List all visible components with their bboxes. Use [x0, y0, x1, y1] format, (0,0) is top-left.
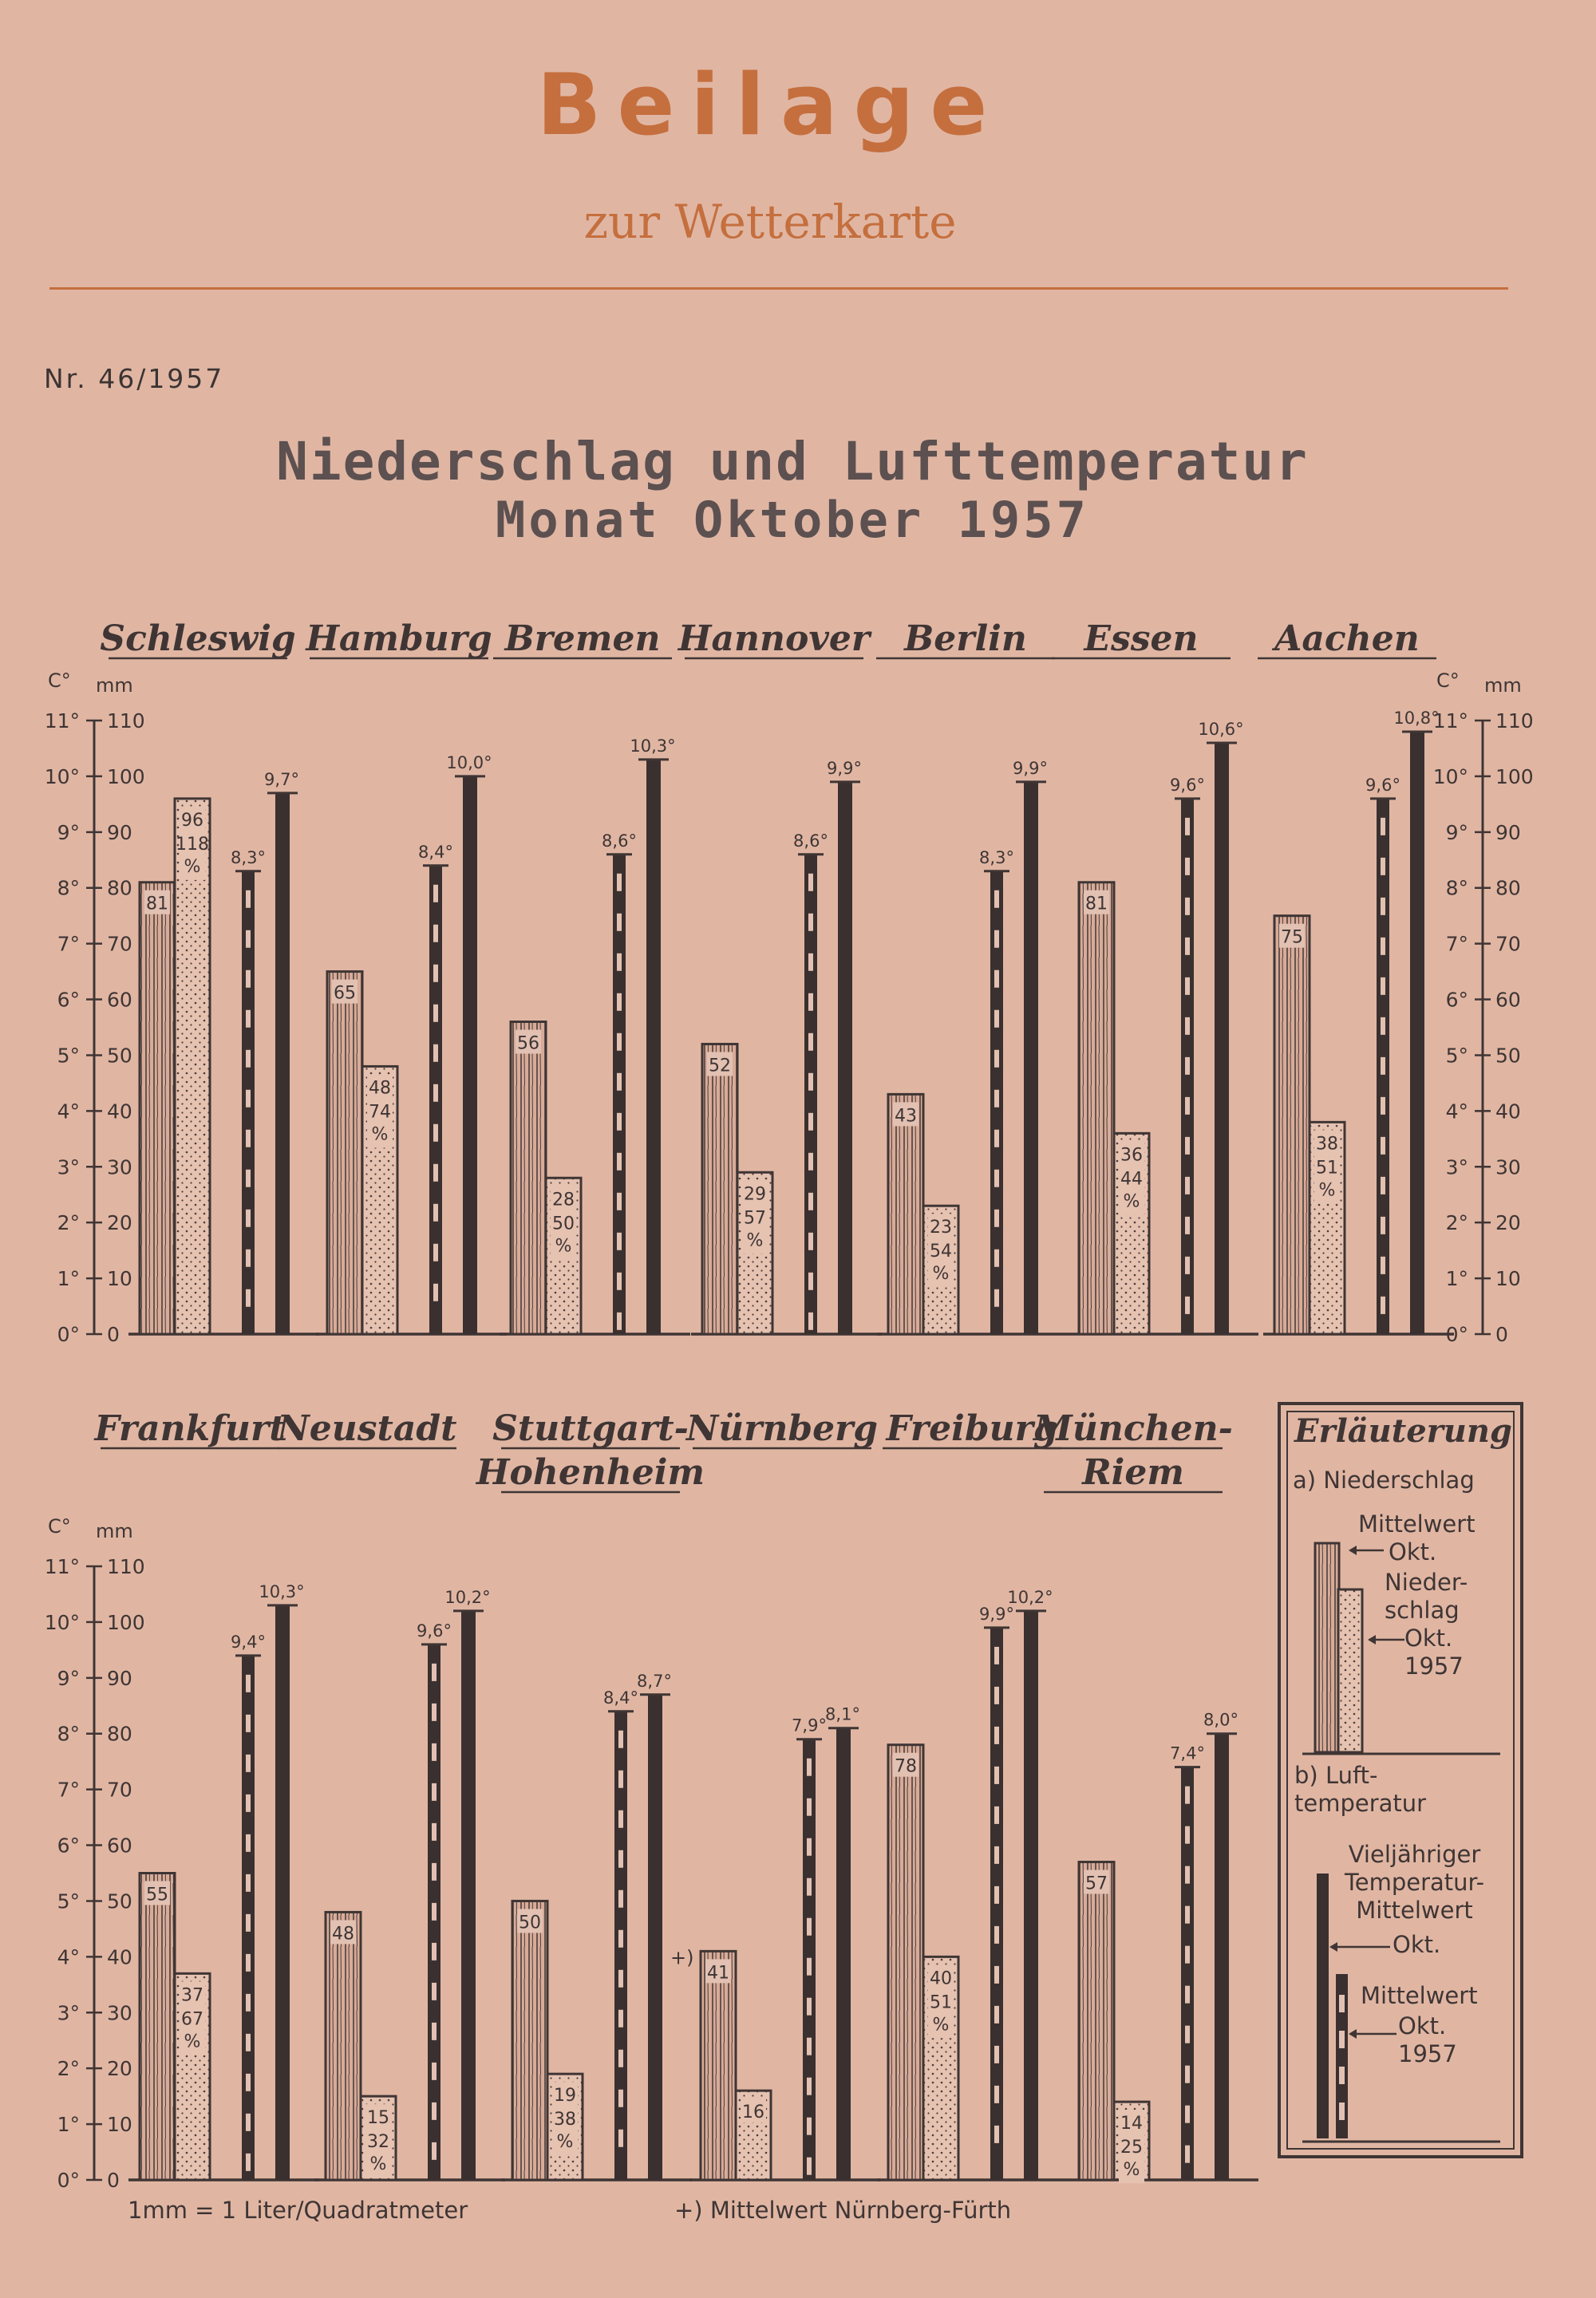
axis-mm-tick-label: 60	[107, 988, 132, 1012]
legend-a-mean-label: Mittelwert	[1358, 1510, 1476, 1538]
temp-1957-label: 10,8°	[1393, 708, 1440, 728]
precip-percent-label: 118	[176, 834, 209, 855]
axis-temp-tick-label: 10°	[44, 1610, 80, 1634]
temp-longterm-label: 7,9°	[792, 1716, 827, 1735]
precip-1957-label: 15	[367, 2108, 389, 2129]
axis-temp-tick-label: 2°	[57, 1211, 80, 1235]
legend-a-actual-label: Nieder-schlag	[1385, 1569, 1468, 1624]
precip-mean-label: 57	[1085, 1874, 1108, 1894]
precip-percent-sign: %	[932, 2015, 950, 2035]
issue-number: Nr. 46/1957	[44, 363, 225, 394]
axis-mm-tick-label: 100	[107, 764, 145, 788]
axis-mm-tick-label: 70	[1495, 932, 1521, 956]
precip-percent-label: 51	[930, 1992, 952, 2013]
legend-b-actual-month: Okt. 1957	[1398, 2012, 1457, 2067]
station-name: Hannover	[678, 618, 871, 659]
precip-1957-label: 38	[1316, 1134, 1338, 1155]
precip-mean-label: 65	[334, 983, 356, 1004]
temp-1957-label: 9,9°	[827, 758, 862, 778]
temp-1957-label: 8,7°	[637, 1671, 672, 1691]
precip-percent-label: 44	[1120, 1169, 1143, 1190]
temp-longterm-label: 9,6°	[1365, 775, 1400, 795]
axis-temp-tick-label: 3°	[57, 1155, 80, 1179]
axis-temp-unit: C°	[48, 669, 71, 692]
axis-temp-tick-label: 0°	[57, 2169, 80, 2192]
axis-temp-tick-label: 9°	[57, 820, 80, 844]
precip-percent-sign: %	[1123, 2160, 1140, 2181]
temp-1957-label: 9,9°	[1013, 758, 1048, 778]
precip-percent-sign: %	[1318, 1180, 1336, 1201]
axis-temp-tick-label: 1°	[57, 1267, 80, 1291]
precip-1957-label: 37	[181, 1985, 203, 2006]
precip-percent-sign: %	[369, 2154, 387, 2175]
axis-mm-tick-label: 70	[107, 1778, 132, 1802]
axis-temp-tick-label: 3°	[1445, 1155, 1468, 1179]
axis-mm-tick-label: 90	[1495, 820, 1521, 844]
precip-mean-label: 41	[707, 1963, 729, 1984]
legend-arrowhead-b1	[1329, 1942, 1337, 1952]
temp-longterm-label: 7,4°	[1170, 1743, 1205, 1763]
temp-1957-label: 10,0°	[446, 752, 492, 772]
temp-1957-label: 8,1°	[825, 1704, 860, 1724]
precip-percent-label: 38	[554, 2110, 576, 2130]
axis-temp-tick-label: 0°	[1445, 1323, 1468, 1346]
legend-b-longterm-label: Vieljähriger Temperatur-Mittelwert	[1344, 1841, 1485, 1924]
station-name: München-	[1033, 1408, 1233, 1449]
temp-1957-label: 9,7°	[264, 769, 299, 789]
axis-mm-tick-label: 100	[107, 1610, 145, 1634]
axis-mm-tick-label: 20	[107, 2057, 132, 2081]
footnote-marker: +)	[670, 1946, 694, 1969]
header-title: Beilage	[536, 56, 1004, 154]
axis-mm-unit: mm	[96, 674, 133, 697]
temp-longterm-label: 8,4°	[418, 842, 453, 862]
axis-mm-unit: mm	[96, 1520, 133, 1542]
temp-1957-label: 10,3°	[630, 736, 676, 756]
precip-1957-label: 48	[369, 1078, 391, 1099]
precip-percent-label: 50	[552, 1214, 575, 1234]
axis-mm-tick-label: 40	[107, 1100, 132, 1123]
axis-mm-tick-label: 0	[107, 2169, 120, 2192]
precip-percent-sign: %	[746, 1230, 764, 1251]
axis-mm-tick-label: 50	[107, 1044, 132, 1068]
station-name: Schleswig	[100, 618, 296, 659]
precip-mean-label: 50	[519, 1913, 541, 1933]
axis-temp-tick-label: 5°	[57, 1889, 80, 1913]
station-name: Frankfurt	[94, 1408, 286, 1449]
legend-mean-precip-bar	[1315, 1543, 1339, 1752]
axis-mm-tick-label: 90	[107, 820, 132, 844]
axis-temp-tick-label: 5°	[1445, 1044, 1468, 1068]
station-name: Hamburg	[306, 618, 492, 659]
precip-mean-label: 81	[1085, 894, 1108, 914]
axis-temp-tick-label: 4°	[57, 1945, 80, 1969]
temp-1957-label: 8,0°	[1203, 1710, 1238, 1730]
temp-longterm-label: 8,4°	[603, 1688, 638, 1708]
axis-mm-tick-label: 10	[107, 2113, 132, 2137]
station-name: Berlin	[904, 618, 1027, 659]
axis-temp-tick-label: 1°	[57, 2113, 80, 2137]
station-name: Riem	[1082, 1452, 1184, 1493]
legend-arrowhead-b2	[1349, 2029, 1357, 2039]
precip-mean-label: 52	[709, 1056, 731, 1076]
temp-longterm-label: 9,6°	[417, 1621, 452, 1641]
temp-1957-label: 10,3°	[259, 1581, 305, 1601]
axis-mm-tick-label: 40	[107, 1945, 132, 1969]
legend-a-label: a) Niederschlag	[1293, 1467, 1475, 1494]
figure-subtitle: Monat Oktober 1957	[496, 491, 1089, 549]
axis-temp-tick-label: 8°	[1445, 876, 1468, 900]
precip-1957-label: 19	[554, 2086, 576, 2106]
axis-temp-tick-label: 6°	[1445, 988, 1468, 1012]
precip-percent-sign: %	[556, 2132, 574, 2153]
precip-percent-label: 51	[1316, 1158, 1338, 1179]
station-name: Aachen	[1274, 618, 1420, 659]
header-subtitle: zur Wetterkarte	[583, 195, 957, 249]
precip-mean-label: 43	[895, 1106, 917, 1127]
axis-mm-tick-label: 110	[107, 1555, 145, 1578]
axis-temp-tick-label: 11°	[44, 709, 80, 732]
axis-mm-tick-label: 50	[107, 1889, 132, 1913]
precip-1957-label: 23	[930, 1218, 952, 1238]
axis-temp-tick-label: 6°	[57, 988, 80, 1012]
axis-temp-tick-label: 6°	[57, 1834, 80, 1858]
legend-b-label: b) Luft-temperatur	[1294, 1762, 1427, 1817]
temp-1957-label: 10,2°	[1007, 1587, 1053, 1607]
temp-longterm-label: 9,9°	[979, 1604, 1014, 1624]
precip-percent-sign: %	[555, 1236, 572, 1257]
axis-temp-tick-label: 8°	[57, 876, 80, 900]
station-name: Freiburg	[886, 1408, 1058, 1449]
precip-percent-sign: %	[1123, 1191, 1140, 1212]
precip-mean-label: 48	[332, 1924, 354, 1945]
axis-mm-tick-label: 0	[107, 1323, 120, 1346]
axis-temp-tick-label: 0°	[57, 1323, 80, 1346]
precip-mean-label: 78	[895, 1756, 917, 1777]
precip-1957-label: 28	[552, 1190, 575, 1210]
axis-mm-tick-label: 80	[107, 1722, 132, 1746]
axis-temp-unit: C°	[48, 1515, 71, 1538]
precip-percent-label: 25	[1120, 2138, 1143, 2158]
axis-temp-unit: C°	[1436, 669, 1460, 692]
axis-temp-tick-label: 4°	[1445, 1100, 1468, 1123]
scale-note: 1mm = 1 Liter/Quadratmeter	[128, 2197, 468, 2224]
temp-1957-label: 10,6°	[1198, 719, 1244, 739]
axis-mm-tick-label: 10	[107, 1267, 132, 1291]
axis-mm-tick-label: 60	[1495, 988, 1521, 1012]
axis-mm-tick-label: 10	[1495, 1267, 1521, 1291]
axis-mm-tick-label: 20	[107, 1211, 132, 1235]
axis-temp-tick-label: 7°	[1445, 932, 1468, 956]
precip-mean-label: 81	[146, 894, 168, 914]
station-name: Hohenheim	[476, 1452, 705, 1493]
axis-temp-tick-label: 10°	[1432, 764, 1468, 788]
temp-longterm-label: 8,6°	[793, 831, 828, 851]
legend-b-actual-label: Mittelwert	[1361, 1982, 1478, 2009]
precip-percent-sign: %	[371, 1124, 389, 1145]
axis-mm-tick-label: 90	[107, 1666, 132, 1690]
axis-mm-tick-label: 0	[1495, 1323, 1508, 1346]
axis-mm-tick-label: 20	[1495, 1211, 1521, 1235]
legend-actual-precip-bar	[1338, 1589, 1362, 1752]
axis-temp-tick-label: 3°	[57, 2001, 80, 2025]
precip-mean-label: 75	[1281, 927, 1303, 948]
axis-temp-tick-label: 11°	[44, 1555, 80, 1578]
precip-percent-label: 67	[181, 2009, 203, 2030]
footnote: +) Mittelwert Nürnberg-Fürth	[674, 2197, 1012, 2224]
precip-percent-sign: %	[184, 856, 201, 877]
axis-mm-tick-label: 60	[107, 1834, 132, 1858]
precip-mean-label: 56	[517, 1033, 539, 1054]
precip-percent-sign: %	[184, 2031, 201, 2052]
axis-temp-tick-label: 7°	[57, 932, 80, 956]
precip-percent-sign: %	[932, 1264, 950, 1285]
axis-temp-tick-label: 5°	[57, 1044, 80, 1068]
precip-percent-label: 74	[369, 1102, 391, 1123]
legend-arrowhead-a1	[1349, 1546, 1357, 1555]
station-name: Bremen	[504, 618, 661, 659]
axis-temp-tick-label: 7°	[57, 1778, 80, 1802]
axis-temp-tick-label: 1°	[1445, 1267, 1468, 1291]
axis-temp-tick-label: 8°	[57, 1722, 80, 1746]
station-name: Neustadt	[277, 1408, 457, 1449]
precip-mean-label: 55	[146, 1885, 168, 1905]
axis-mm-tick-label: 110	[107, 709, 145, 732]
legend-title: Erläuterung	[1294, 1412, 1512, 1450]
legend-a-actual-month: Okt. 1957	[1404, 1625, 1464, 1680]
axis-temp-tick-label: 2°	[57, 2057, 80, 2081]
axis-temp-tick-label: 9°	[1445, 820, 1468, 844]
figure-title: Niederschlag und Lufttemperatur	[276, 431, 1309, 492]
axis-mm-tick-label: 50	[1495, 1044, 1521, 1068]
axis-mm-tick-label: 100	[1495, 764, 1534, 788]
precip-1957-label: 40	[930, 1968, 952, 1989]
precip-1957-label: 16	[742, 2103, 764, 2123]
axis-temp-tick-label: 10°	[44, 764, 80, 788]
axis-mm-tick-label: 30	[107, 1155, 132, 1179]
precip-1957-label: 96	[181, 810, 203, 831]
temp-longterm-label: 8,3°	[231, 847, 266, 867]
axis-temp-tick-label: 9°	[57, 1666, 80, 1690]
axis-mm-tick-label: 70	[107, 932, 132, 956]
precip-1957-label: 14	[1120, 2114, 1143, 2134]
axis-mm-tick-label: 80	[1495, 876, 1521, 900]
legend-a-mean-month: Okt.	[1389, 1538, 1437, 1566]
axis-temp-tick-label: 11°	[1432, 709, 1468, 732]
station-name: Stuttgart-	[492, 1408, 689, 1449]
axis-temp-tick-label: 2°	[1445, 1211, 1468, 1235]
temp-longterm-label: 9,4°	[231, 1632, 266, 1652]
legend-longterm-temp-bar	[1317, 1874, 1329, 2138]
precip-1957-label: 29	[744, 1184, 766, 1205]
precip-1957-label: 36	[1120, 1145, 1143, 1166]
temp-longterm-label: 9,6°	[1170, 775, 1205, 795]
axis-mm-tick-label: 30	[1495, 1155, 1521, 1179]
axis-mm-tick-label: 80	[107, 876, 132, 900]
precip-percent-label: 54	[930, 1242, 952, 1262]
temp-longterm-label: 8,6°	[602, 831, 637, 851]
station-name: Nürnberg	[685, 1408, 879, 1449]
axis-mm-tick-label: 30	[107, 2001, 132, 2025]
temp-longterm-label: 8,3°	[979, 847, 1014, 867]
axis-mm-tick-label: 40	[1495, 1100, 1521, 1123]
legend-b-longterm-month: Okt.	[1393, 1931, 1441, 1958]
axis-mm-unit: mm	[1484, 674, 1522, 697]
station-name: Essen	[1084, 618, 1199, 659]
axis-mm-tick-label: 110	[1495, 709, 1534, 732]
legend-arrowhead-a2	[1368, 1635, 1376, 1645]
precip-percent-label: 32	[367, 2132, 389, 2153]
precip-percent-label: 57	[744, 1208, 766, 1229]
axis-temp-tick-label: 4°	[57, 1100, 80, 1123]
temp-1957-label: 10,2°	[444, 1587, 491, 1607]
